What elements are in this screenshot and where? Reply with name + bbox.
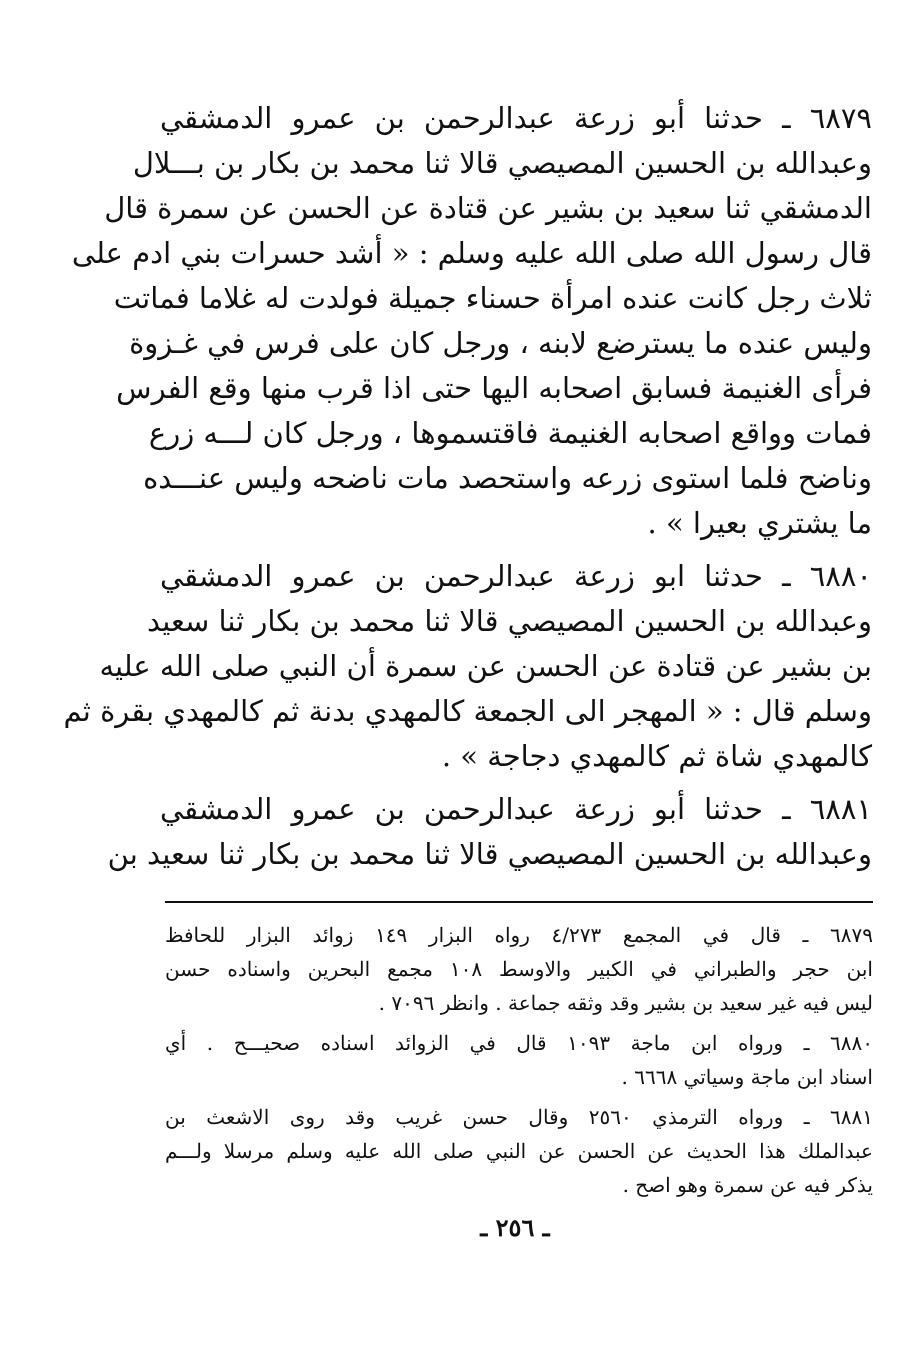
text-line: وسلم قال : « المهجر الى الجمعة كالمهدي بدنة ثم كالمهدي بقرة ثم bbox=[63, 694, 872, 728]
text-line: ٦٨٨١ ـ حدثنا أبو زرعة عبدالرحمن بن عمرو الدمشقي bbox=[160, 792, 872, 826]
text-line: ٦٨٨٠ ـ حدثنا ابو زرعة عبدالرحمن بن عمرو الدمشقي bbox=[160, 559, 872, 593]
text-line: بن بشير عن قتادة عن الحسن عن سمرة أن النبي صلى الله عليه bbox=[99, 649, 872, 683]
text-line: وعبدالله بن الحسين المصيصي قالا ثنا محمد بن بكار ثنا سعيد bbox=[147, 604, 872, 638]
footnote bbox=[165, 1026, 873, 1094]
text-line: ٦٨٧٩ ـ حدثنا أبو زرعة عبدالرحمن بن عمرو الدمشقي bbox=[160, 101, 872, 135]
text-line: ما يشتري بعيرا » . bbox=[647, 506, 872, 540]
page-number: ـ ٢٥٦ ـ bbox=[480, 1213, 550, 1242]
hadith-entry bbox=[107, 787, 872, 877]
text-line: ثلاث رجل كانت عنده امرأة حسناء جميلة فولدت له غلاما فماتت bbox=[113, 281, 872, 315]
footnote-line: اسناد ابن ماجة وسياتي ٦٦٦٨ . bbox=[621, 1065, 873, 1089]
footnote-line: ٦٨٨١ ـ ورواه الترمذي ٢٥٦٠ وقال حسن غريب وقد روى الاشعث بن bbox=[165, 1105, 873, 1129]
footnote-line: يذكر فيه عن سمرة وهو اصح . bbox=[622, 1173, 873, 1197]
footnote-line: ٦٨٧٩ ـ قال في المجمع ٤/٢٧٣ رواه البزار ١٤٩ زوائد البزار للحافظ bbox=[165, 923, 873, 947]
text-line: وناضح فلما استوى زرعه واستحصد مات ناضحه وليس عنـــده bbox=[143, 461, 872, 495]
footnote bbox=[165, 1100, 873, 1202]
hadith-entry bbox=[71, 96, 872, 546]
footnote-line: ابن حجر والطبراني في الكبير والاوسط ١٠٨ مجمع البحرين واسناده حسن bbox=[165, 957, 873, 981]
footnote-line: عبدالملك هذا الحديث عن الحسن عن النبي صلى الله عليه وسلم مرسلا ولـــم bbox=[165, 1139, 873, 1163]
text-line: فرأى الغنيمة فسابق اصحابه اليها حتى اذا قرب منها وقع الفرس bbox=[116, 371, 872, 405]
text-line: وعبدالله بن الحسين المصيصي قالا ثنا محمد بن بكار ثنا سعيد بن bbox=[107, 837, 872, 871]
footnote-line: ليس فيه غير سعيد بن بشير وقد وثقه جماعة . وانظر ٧٠٩٦ . bbox=[378, 991, 873, 1015]
text-line: كالمهدي شاة ثم كالمهدي دجاجة » . bbox=[441, 739, 872, 773]
footnote-divider bbox=[165, 901, 873, 903]
main-text bbox=[63, 96, 872, 885]
footnote bbox=[165, 918, 873, 1020]
footnotes bbox=[165, 918, 873, 1208]
text-line: وليس عنده ما يسترضع لابنه ، ورجل كان على فرس في غـزوة bbox=[129, 326, 872, 360]
text-line: قال رسول الله صلى الله عليه وسلم : « أشد حسرات بني ادم على bbox=[71, 236, 872, 270]
footnote-line: ٦٨٨٠ ـ ورواه ابن ماجة ١٠٩٣ قال في الزوائد اسناده صحيـــح . أي bbox=[165, 1031, 873, 1055]
text-line: وعبدالله بن الحسين المصيصي قالا ثنا محمد بن بكار بن بـــلال bbox=[132, 146, 872, 180]
text-line: فمات وواقع اصحابه الغنيمة فاقتسموها ، ورجل كان لـــه زرع bbox=[148, 416, 872, 450]
hadith-entry bbox=[63, 554, 872, 779]
text-line: الدمشقي ثنا سعيد بن بشير عن قتادة عن الحسن عن سمرة قال bbox=[104, 191, 872, 225]
